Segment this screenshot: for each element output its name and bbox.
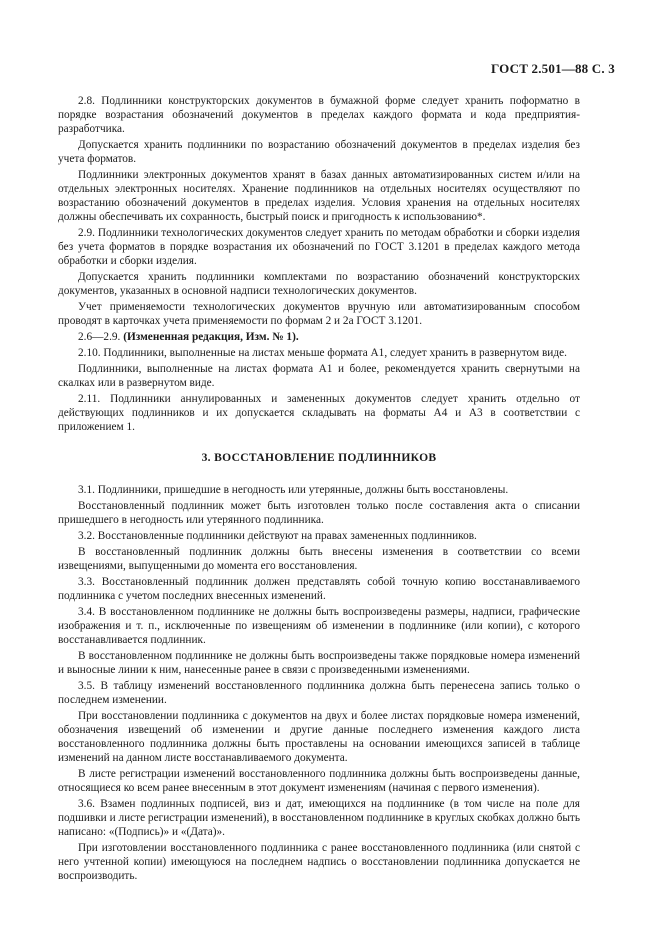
paragraph: В листе регистрации изменений восстановленного подлинника должны быть воспроизведены данные, относящиеся ко всем ранее внесенным в этот документ изменениям (начиная с первого изменения). [58,768,580,794]
paragraph: Подлинники, выполненные на листах формата А1 и более, рекомендуется хранить свернутыми на скалках или в развернутом виде. [58,363,580,389]
page-header: ГОСТ 2.501—88 С. 3 [490,61,615,76]
paragraph: В восстановленном подлиннике не должны быть воспроизведены также порядковые номера изменений и выносные линии к ним, нанесенные ранее в связи с произведенными изменениями. [58,650,580,676]
paragraph: 2.9. Подлинники технологических документов следует хранить по методам обработки и сборки изделия без учета форматов в порядке возрастания их обозначений по ГОСТ 3.1201 в пределах каждого метода обработки и сборки изделия. [58,227,580,267]
paragraph: Подлинники электронных документов хранят в базах данных автоматизированных систем и/или на отдельных электронных носителях. Хранение подлинников на отдельных носителях осуществляют по возрастанию обозначений документов в пределах изделия. Условия хранения на отдельных носителях должны обеспечивать их сохранность, быстрый поиск и пригодность к использованию*. [58,169,580,223]
paragraph: В восстановленный подлинник должны быть внесены изменения в соответствии со всеми извещениями, выпущенными до момента его восстановления. [58,546,580,572]
paragraph: 3.6. Взамен подлинных подписей, виз и дат, имеющихся на подлиннике (в том числе на поле для подшивки и листе регистрации изменений), в восстановленном подлиннике в круглых скобках должно быть написано: «(Подпись)» и «(Дата)». [58,798,580,838]
paragraph: 3.5. В таблицу изменений восстановленного подлинника должна быть перенесена запись только о последнем изменении. [58,680,580,706]
paragraph: Допускается хранить подлинники комплектами по возрастанию обозначений конструкторских документов, указанных в основной надписи технологических документов. [58,271,580,297]
paragraph: 3.3. Восстановленный подлинник должен представлять собой точную копию восстанавливаемого подлинника с учетом последних внесенных изменений. [58,576,580,602]
paragraph: 3.4. В восстановленном подлиннике не должны быть воспроизведены размеры, надписи, графические изображения и т. п., исключенные по извещениям об изменении в подлиннике (или копии), с которого восстанавливается подлинник. [58,606,580,646]
document-body [58,94,580,883]
paragraph: Учет применяемости технологических документов вручную или автоматизированным способом проводят в карточках учета применяемости по формам 2 и 2а ГОСТ 3.1201. [58,301,580,327]
paragraph: 3.2. Восстановленные подлинники действуют на правах замененных подлинников. [78,530,477,542]
paragraph: 2.8. Подлинники конструкторских документов в бумажной форме следует хранить поформатно в порядке возрастания обозначений документов в пределах каждого формата и кода предприятия-разработчика. [58,95,580,135]
paragraph: 3.1. Подлинники, пришедшие в негодность или утерянные, должны быть восстановлены. [78,484,509,496]
paragraph: Восстановленный подлинник может быть изготовлен только после составления акта о списании пришедшего в негодность или утерянного подлинника. [58,500,580,526]
paragraph: При восстановлении подлинника с документов на двух и более листах порядковые номера изменений, обозначения извещений об изменении и другие данные последнего изменения каждого листа восстановленного подлинника должны быть проставлены на основании имеющихся записей в таблице изменений на данном листе восстанавливаемого документа. [58,710,580,764]
amendment-note [58,330,580,344]
section-title: 3. ВОССТАНОВЛЕНИЕ ПОДЛИННИКОВ [201,451,437,464]
amendment-prefix: 2.6—2.9. [78,331,124,343]
paragraph: Допускается хранить подлинники по возрастанию обозначений документов в пределах изделия без учета форматов. [58,139,580,165]
amendment-bold: (Измененная редакция, Изм. № 1). [123,331,299,343]
paragraph: 2.11. Подлинники аннулированных и замененных документов следует хранить отдельно от действующих подлинников и их допускается складывать на форматы А4 и А3 в соответствии с приложением 1. [58,393,580,433]
paragraph: 2.10. Подлинники, выполненные на листах меньше формата А1, следует хранить в развернутом виде. [78,347,567,359]
paragraph: При изготовлении восстановленного подлинника с ранее восстановленного подлинника (или снятой с него учтенной копии) имеющуюся на последнем надпись о восстановлении подлинника допускается не воспроизводить. [58,842,580,882]
